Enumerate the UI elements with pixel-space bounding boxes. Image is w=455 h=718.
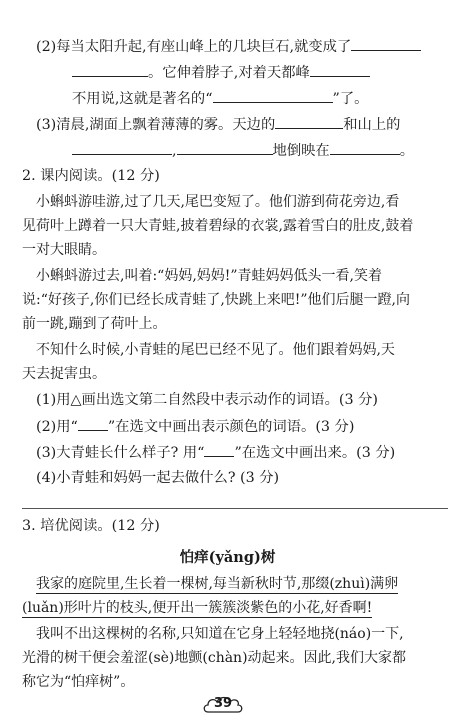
q2-para3-line: 不知什么时候,小青蛙的尾巴已经不见了。他们跟着妈妈,天 (36, 342, 395, 358)
blank (78, 416, 108, 431)
q2-sub4: (4)小青蛙和妈妈一起去做什么? (3 分) (36, 470, 280, 486)
q2-para2-line: 小蝌蚪游过去,叫着:“妈妈,妈妈!”青蛙妈妈低头一看,笑着 (36, 268, 383, 284)
q2-para2-line: 说:“好孩子,你们已经长成青蛙了,快跳上来吧!”他们后腿一蹬,向 (22, 292, 411, 308)
blank[interactable] (330, 140, 400, 155)
q3-heading: 3. 培优阅读。(12 分) (22, 518, 160, 534)
blank[interactable] (310, 62, 370, 77)
blank[interactable] (351, 36, 421, 51)
q1-line-3a: (3)清晨,湖面上飘着薄薄的雾。天边的 和山上的 (36, 114, 400, 135)
blank[interactable] (275, 114, 343, 129)
q2-para1-line: 一对大眼睛。 (22, 242, 106, 258)
q2-para2-line: 前一跳,蹦到了荷叶上。 (22, 316, 167, 332)
q2-sub3: (3)大青蛙长什么样子? 用“ ”在选文中画出来。(3 分) (36, 442, 395, 463)
q3-para1-line: (luǎn)形叶片的枝头,便开出一簇簇淡紫色的小花,好香啊! (22, 600, 373, 616)
blank[interactable] (177, 140, 273, 155)
blank[interactable] (213, 88, 333, 103)
q3-para2-line: 光滑的树干便会羞涩(sè)地颤(chàn)动起来。因此,我们大家都 (22, 650, 406, 666)
page-number-badge (202, 694, 244, 716)
q2-para3-line: 天去捉害虫。 (22, 366, 106, 382)
q1-line-2a: (2)每当太阳升起,有座山峰上的几块巨石,就变成了 (36, 36, 421, 57)
q3-title: 怕痒(yǎng)树 (179, 549, 276, 566)
blank[interactable] (72, 62, 148, 77)
q1-line-2c: 不用说,这就是著名的“ ”了。 (72, 88, 368, 109)
q3-para1-line: 我家的庭院里,生长着一棵树,每当新秋时节,那缀(zhuì)满卵 (36, 576, 399, 592)
q2-heading: 2. 课内阅读。(12 分) (22, 168, 160, 184)
q1-line-2b: 。它伸着脖子,对着天都峰 (72, 62, 370, 83)
q2-para1-line: 小蝌蚪游哇游,过了几天,尾巴变短了。他们游到荷花旁边,看 (36, 194, 400, 210)
q3-para2-line: 我叫不出这棵树的名称,只知道在它身上轻轻地挠(náo)一下, (36, 626, 404, 642)
q3-para2-line: 称它为“怕痒树”。 (22, 674, 135, 690)
blank (204, 442, 234, 457)
q1-line-3b: , 地倒映在 。 (72, 140, 414, 161)
answer-line[interactable] (22, 508, 448, 509)
blank[interactable] (72, 140, 172, 155)
page-number: 39 (213, 696, 233, 711)
q2-sub1: (1)用△画出选文第二自然段中表示动作的词语。(3 分) (36, 392, 378, 408)
q2-sub2: (2)用“ ”在选文中画出表示颜色的词语。(3 分) (36, 416, 354, 437)
q2-para1-line: 见荷叶上蹲着一只大青蛙,披着碧绿的衣裳,露着雪白的肚皮,鼓着 (22, 218, 414, 234)
